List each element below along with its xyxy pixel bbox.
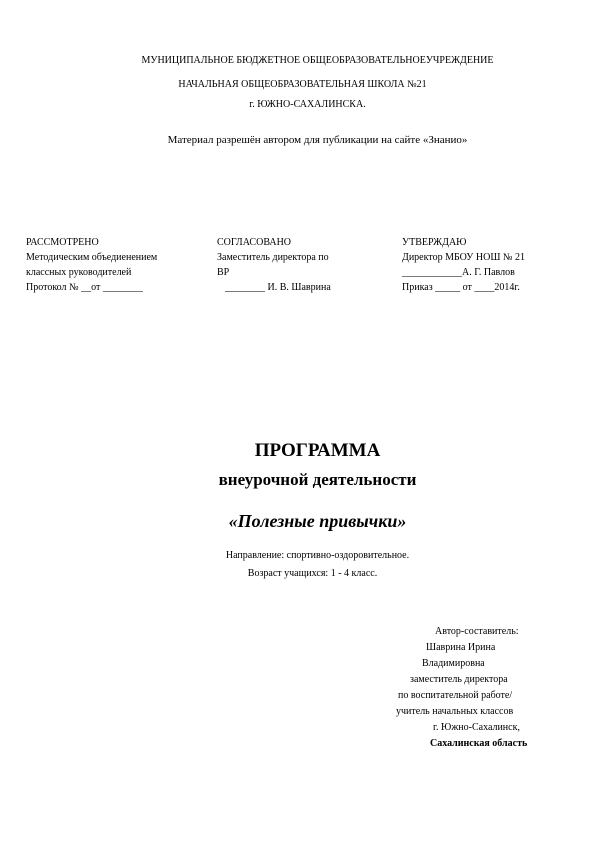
publication-notice: Материал разрешён автором для публикации на сайте «Знанио» — [167, 134, 468, 146]
approval-agreed-line-2: ВР — [217, 267, 230, 278]
author-position-2: по воспитательной работе/ — [398, 690, 513, 701]
author-region: Сахалинская область — [430, 738, 528, 749]
program-name: «Полезные привычки» — [228, 511, 407, 531]
approval-approved-line-1: Директор МБОУ НОШ № 21 — [402, 252, 525, 263]
approval-reviewed-block — [26, 235, 206, 295]
school-city-line: г. ЮЖНО-САХАЛИНСКА. — [249, 99, 366, 110]
author-patronymic: Владимировна — [422, 658, 485, 669]
program-title: ПРОГРАММА — [254, 440, 381, 461]
approval-agreed-block — [217, 235, 382, 295]
approval-approved-line-2: ____________А. Г. Павлов — [402, 267, 515, 278]
author-position-3: учитель начальных классов — [396, 706, 514, 717]
approval-reviewed-line-3: Протокол № __от ________ — [26, 282, 143, 293]
program-age: Возраст учащихся: 1 - 4 класс. — [247, 568, 378, 579]
approval-agreed-line-1: Заместитель директора по — [217, 252, 329, 263]
approval-reviewed-line-2: классных руководителей — [26, 267, 132, 278]
author-label: Автор-составитель: — [435, 626, 519, 637]
author-surname-name: Шаврина Ирина — [426, 642, 496, 653]
approval-approved-line-3: Приказ _____ от ____2014г. — [402, 282, 520, 293]
author-block — [385, 624, 555, 752]
program-subtitle: внеурочной деятельности — [218, 470, 417, 489]
approval-agreed-heading: СОГЛАСОВАНО — [217, 237, 292, 248]
approval-approved-block — [402, 235, 572, 295]
school-name-line-2: НАЧАЛЬНАЯ ОБЩЕОБРАЗОВАТЕЛЬНАЯ ШКОЛА №21 — [178, 79, 427, 90]
approval-agreed-line-3: ________ И. В. Шаврина — [225, 282, 331, 293]
approval-approved-heading: УТВЕРЖДАЮ — [402, 237, 467, 248]
author-position: заместитель директора — [410, 674, 508, 685]
author-city: г. Южно-Сахалинск, — [433, 722, 520, 733]
school-name-line-1: МУНИЦИПАЛЬНОЕ БЮДЖЕТНОЕ ОБЩЕОБРАЗОВАТЕЛЬНОЕУЧРЕЖДЕНИЕ — [141, 55, 494, 66]
approval-reviewed-heading: РАССМОТРЕНО — [26, 237, 99, 248]
approval-reviewed-line-1: Методическим объедиенением — [26, 252, 158, 263]
program-direction: Направление: спортивно-оздоровительное. — [225, 550, 410, 561]
